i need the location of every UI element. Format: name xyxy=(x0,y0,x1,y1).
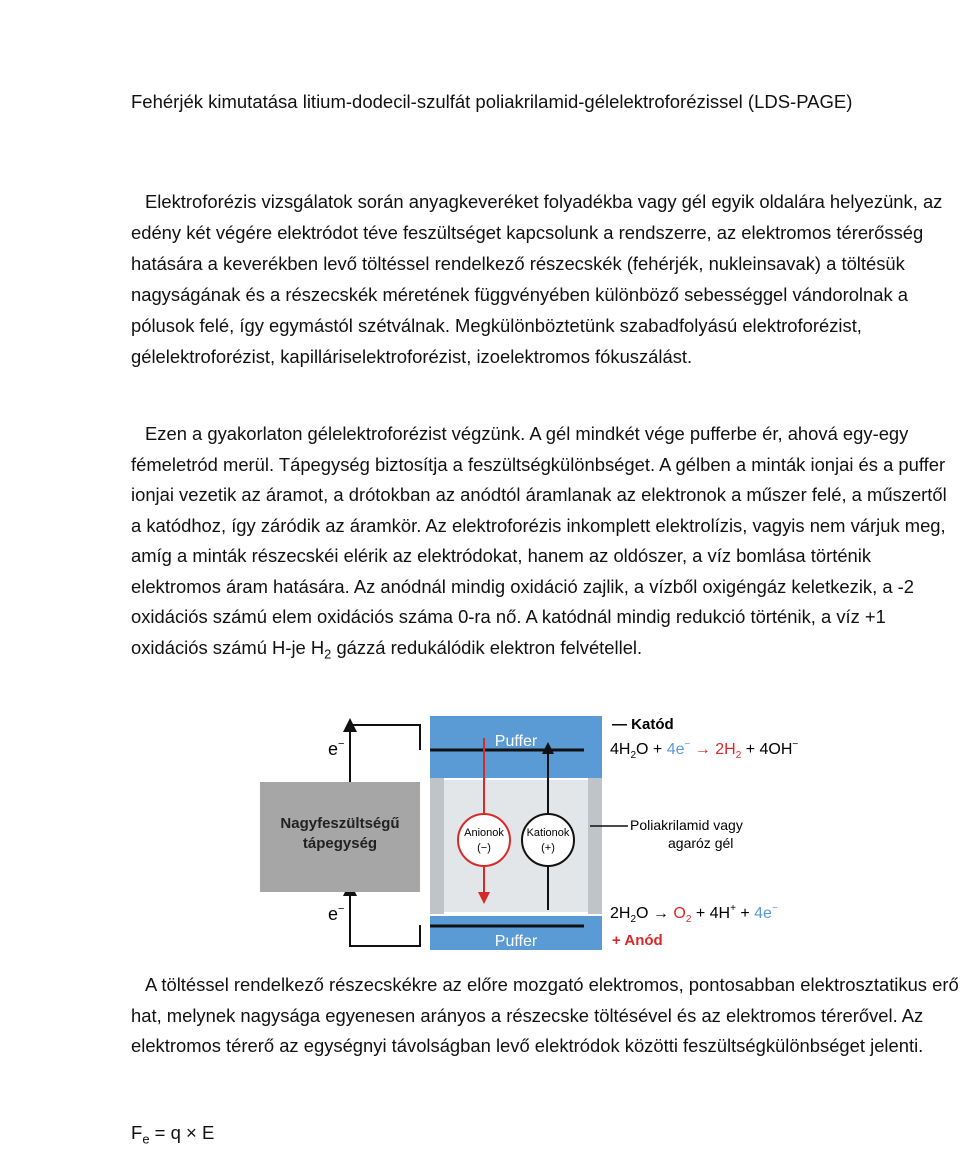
paragraph-gel-electrophoresis xyxy=(131,419,960,670)
paragraph-intro: Elektroforézis vizsgálatok során anyagkeveréket folyadékba vagy gél egyik oldalára helyezünk, az edény két végére elektródot téve feszültséget kapcsolunk a rendszerre, az elektromos térerősség hatására a keverékben levő töltéssel rendelkező részecskék (fehérjék, nukleinsavak) a töltésük nagyságának és a részecskék méretének függvényében különböző sebességgel vándorolnak a pólusok felé, így egymástól szétválnak. Megkülönböztetünk szabadfolyású elektroforézist, gélelektroforézist, kapilláriselektroforézist, izoelektromos fókuszálást. xyxy=(131,191,943,367)
gel-frame-right xyxy=(588,778,602,914)
anion-circle xyxy=(458,814,510,866)
electron-label-top: e− xyxy=(328,738,345,759)
cation-circle xyxy=(522,814,574,866)
paragraph-text-start: Ezen a gyakorlaton gélelektroforézist végzünk. A gél mindkét vége pufferbe ér, ahová egy-egy fémeletród merül. Tápegység biztosítja a feszültségkülönbséget. A gélben a minták ionjai és a puffer ionjai vezetik az áramot, a drótokban az anódtól áramlanak az elektronok a műszer felé, a műszertől a katódhoz, így záródik az áramkör. Az elektroforézis inkomplett elektrolízis, vagyis nem várjuk meg, amíg a minták részecskéi elérik az elektródokat, hanem az oldószer, a víz bomlása történik elektromos áram hatására. Az anódnál mindig oxidáció zajlik, a vízből oxigéngáz keletkezik, a -2 oxidációs számú elem oxidációs száma 0-ra nő. A katódnál mindig redukció történik, a víz +1 oxidációs számú H-je H xyxy=(131,423,947,658)
formula-subscript: e xyxy=(142,1131,150,1147)
buffer-top-label: Puffer xyxy=(494,733,538,750)
formula-symbol: F xyxy=(131,1122,143,1143)
power-supply-label: Nagyfeszültségű xyxy=(280,815,400,832)
anion-label: Anionok xyxy=(464,827,504,839)
electrophoresis-diagram xyxy=(0,700,960,960)
anode-reaction: $2H_2O \to O_2 + 4H^+ + 4e^-$ xyxy=(610,903,778,925)
power-supply-label-2: tápegység xyxy=(302,835,378,852)
cathode-label: — Katód xyxy=(612,716,674,733)
cation-label: Kationok xyxy=(526,827,570,839)
force-formula xyxy=(131,1120,214,1153)
paragraph-electrostatic-force: A töltéssel rendelkező részecskékre az előre mozgató elektromos, pontosabban elektrosztatikus erő hat, melynek nagysága egyenesen arányos a részecske töltésével és az elektromos térerővel. Az elektromos térerő az egységnyi távolságban levő elektródok közötti feszültségkülönbséget jelenti. xyxy=(131,974,959,1056)
page-title: Fehérjék kimutatása litium-dodecil-szulfát poliakrilamid-gélelektroforézissel (LDS-PAGE) xyxy=(131,91,853,112)
gel-label: Poliakrilamid vagy xyxy=(630,817,743,833)
cathode-reaction: $4H_2O + 4e^- \to 2H_2 + 4OH^-$ xyxy=(610,739,799,761)
wire-top xyxy=(350,725,420,792)
gel-label-2: agaróz gél xyxy=(668,835,734,851)
formula-expression: = q × E xyxy=(149,1122,215,1143)
cation-charge: (+) xyxy=(541,842,555,854)
electron-label-bottom: e− xyxy=(328,903,345,924)
gel-frame-left xyxy=(430,778,444,914)
h2-subscript: 2 xyxy=(324,646,332,662)
anode-label: + Anód xyxy=(612,932,663,949)
wire-bottom xyxy=(350,888,420,946)
buffer-bottom-label: Puffer xyxy=(494,933,538,950)
paragraph-text-end: gázzá redukálódik elektron felvétellel. xyxy=(331,636,643,658)
anion-charge: (−) xyxy=(477,842,491,854)
